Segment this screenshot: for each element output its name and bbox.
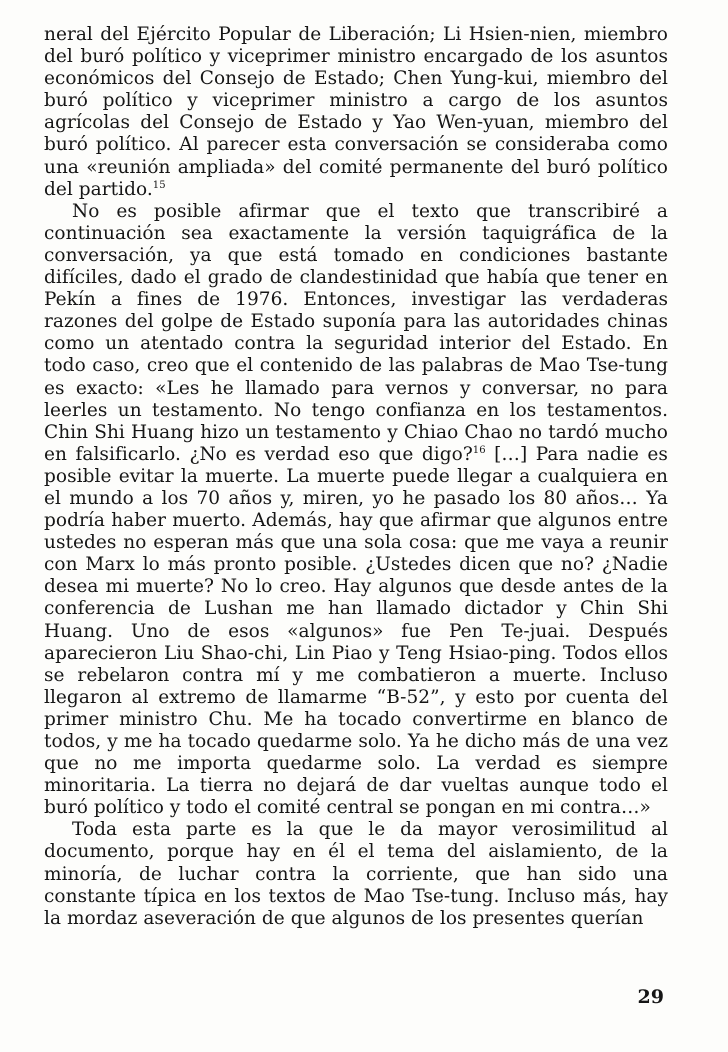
paragraph-2-text-a: No es posible afirmar que el texto que transcribiré a continuación sea exactamente la versión taquigráfica de la conversación, ya que está tomado en condiciones bastante difíciles, dado el grado de clandestinidad que había que tener en Pekín a fines de 1976. Entonces, investigar las verdaderas razones del golpe de Estado suponía para las autoridades chinas como un atentado contra la seguridad interior del Estado. En todo caso, creo que el contenido de las palabras de Mao Tse-tung es exacto: «Les he llamado para vernos y conversar, no para leerles un testamento. No tengo confianza en los testamentos. Chin Shi Huang hizo un testamento y Chiao Chao no tardó mucho en falsificarlo. ¿No es verdad eso que digo?	[44, 200, 668, 465]
body-text	[44, 24, 668, 930]
footnote-ref-16: 16	[472, 444, 486, 456]
paragraph-1	[44, 24, 668, 201]
paragraph-2	[44, 201, 668, 820]
page-number: 29	[637, 986, 664, 1008]
paragraph-2-text-b: […] Para nadie es posible evitar la muerte. La muerte puede llegar a cualquiera en el mundo a los 70 años y, miren, yo he pasado los 80 años… Ya podría haber muerto. Además, hay que afirmar que algunos entre ustedes no esperan más que una sola cosa: que me vaya a reunir con Marx lo más pronto posible. ¿Ustedes dicen que no? ¿Nadie desea mi muerte? No lo creo. Hay algunos que desde antes de la conferencia de Lushan me han llamado dictador y Chin Shi Huang. Uno de esos «algunos» fue Pen Te-juai. Después aparecieron Liu Shao-chi, Lin Piao y Teng Hsiao-ping. Todos ellos se rebelaron contra mí y me combatieron a muerte. Incluso llegaron al extremo de llamarme “B-52”, y esto por cuenta del primer ministro Chu. Me ha tocado convertirme en blanco de todos, y me ha tocado quedarme solo. Ya he dicho más de una vez que no me importa quedarme solo. La verdad es siempre minoritaria. La tierra no dejará de dar vueltas aunque todo el buró político y todo el comité central se pongan en mi contra…»	[44, 443, 668, 819]
paragraph-1-text: neral del Ejército Popular de Liberación; Li Hsien-nien, miembro del buró político y viceprimer ministro encargado de los asuntos económicos del Consejo de Estado; Chen Yung-kui, miembro del buró político y viceprimer ministro a cargo de los asuntos agrícolas del Consejo de Estado y Yao Wen-yuan, miembro del buró político. Al parecer esta conversación se consideraba como una «reunión ampliada» del comité permanente del buró político del partido.	[44, 24, 668, 200]
paragraph-3	[44, 819, 668, 929]
paragraph-3-text: Toda esta parte es la que le da mayor verosimilitud al documento, porque hay en él el tema del aislamiento, de la minoría, de luchar contra la corriente, que han sido una constante típica en los textos de Mao Tse-tung. Incluso más, hay la mordaz aseveración de que algunos de los presentes querían	[44, 819, 668, 929]
footnote-ref-15: 15	[152, 179, 166, 191]
